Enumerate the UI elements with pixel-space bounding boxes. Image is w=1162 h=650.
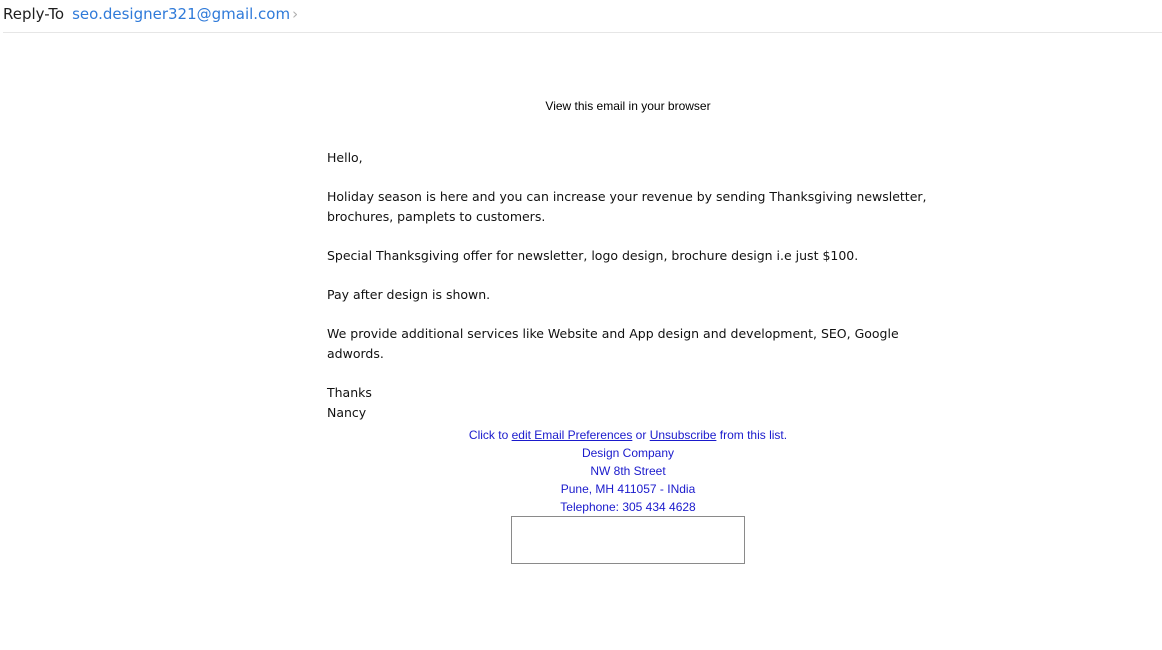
city-address: Pune, MH 411057 - INdia <box>560 482 696 496</box>
click-to-text: Click to <box>468 428 509 442</box>
body-paragraph: We provide additional services like Website and App design and development, SEO, Google adwords. <box>327 326 899 361</box>
greeting: Hello, <box>327 150 363 165</box>
or-text: or <box>635 428 647 442</box>
street-address: NW 8th Street <box>590 464 666 478</box>
email-footer <box>328 426 928 516</box>
signoff: Thanks <box>327 385 372 400</box>
preferences-line <box>328 426 928 444</box>
company-name: Design Company <box>581 446 675 460</box>
signature: Nancy <box>327 405 367 420</box>
view-in-browser-link[interactable]: View this email in your browser <box>545 99 711 113</box>
reply-to-label: Reply-To <box>3 5 65 23</box>
edit-preferences-link[interactable]: edit Email Preferences <box>511 428 633 442</box>
from-list-text: from this list. <box>719 428 788 442</box>
chevron-right-icon[interactable]: › <box>292 5 299 23</box>
telephone: Telephone: 305 434 4628 <box>560 500 696 514</box>
body-paragraph: Special Thanksgiving offer for newsletter, logo design, brochure design i.e just $100. <box>327 248 859 263</box>
reply-to-address-link[interactable]: seo.designer321@gmail.com <box>72 5 291 23</box>
view-in-browser-row <box>0 99 1162 113</box>
body-paragraph: Pay after design is shown. <box>327 287 491 302</box>
footer-image-placeholder <box>511 516 745 564</box>
reply-to-row <box>3 3 298 25</box>
header-divider <box>3 32 1162 33</box>
body-paragraph: Holiday season is here and you can increase your revenue by sending Thanksgiving newsletter, brochures, pamplets to customers. <box>327 189 927 224</box>
unsubscribe-link[interactable]: Unsubscribe <box>649 428 717 442</box>
email-body <box>327 148 947 423</box>
